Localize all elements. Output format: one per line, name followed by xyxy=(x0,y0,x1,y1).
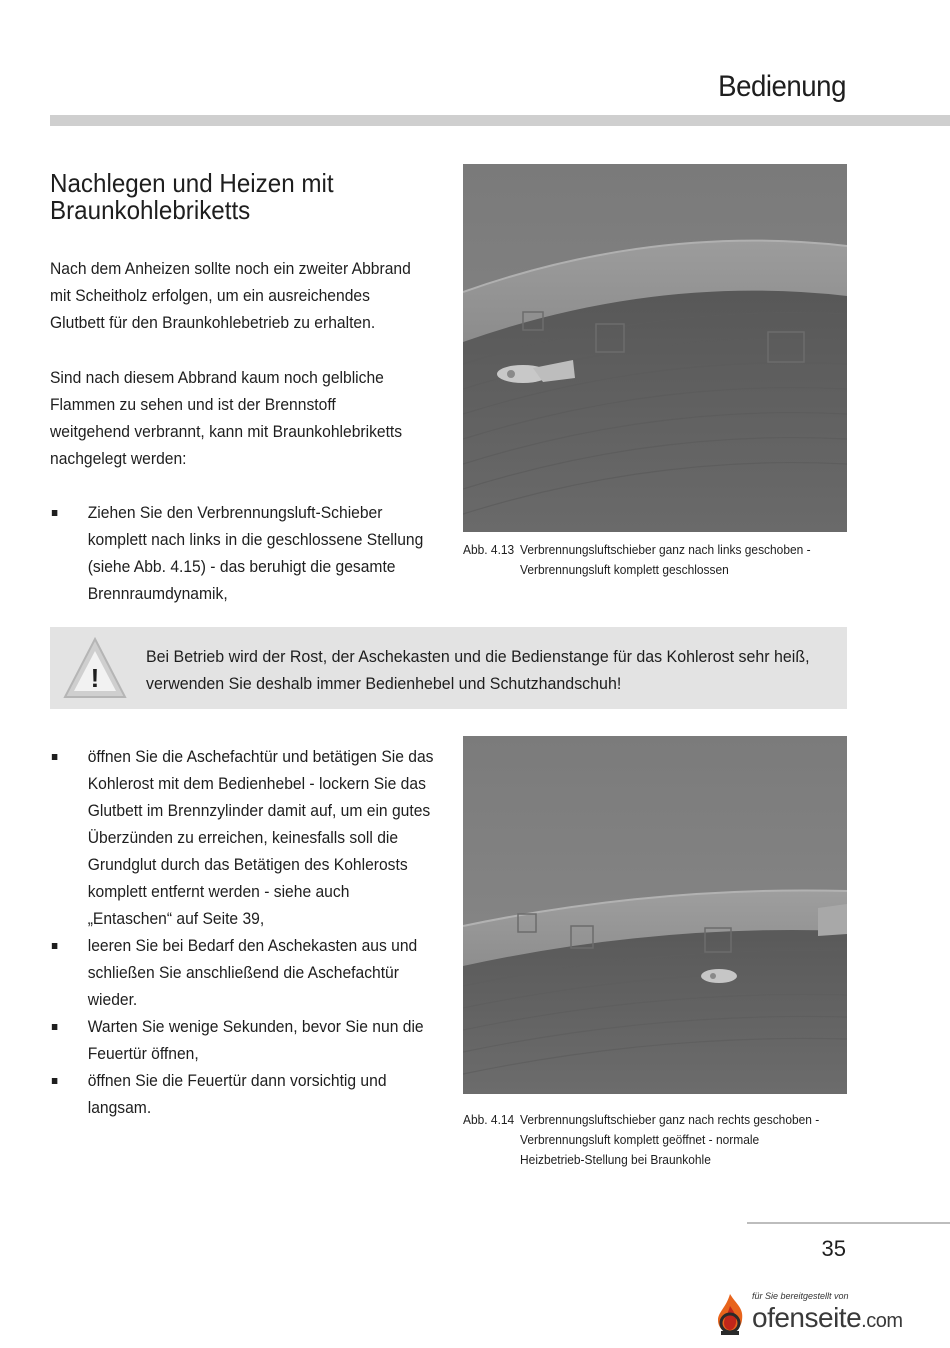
bullet-marker xyxy=(52,510,58,516)
caption-line: Verbrennungsluft komplett geöffnet - normale xyxy=(520,1132,760,1147)
caption-line: Verbrennungsluft komplett geschlossen xyxy=(520,562,729,577)
bullet-marker xyxy=(52,1024,58,1030)
flame-logo-icon xyxy=(712,1292,748,1336)
intro-paragraph-1: Nach dem Anheizen sollte noch ein zweiter Abbrand mit Scheitholz erfolgen, um ein ausreichendes Glutbett für den Braunkohlebetrieb zu erhalten. xyxy=(50,259,411,332)
list-item-text: Ziehen Sie den Verbrennungsluft-Schieber komplett nach links in die geschlossene Stellung (siehe Abb. 4.15) - das beruhigt die gesamte Brennraumdynamik, xyxy=(87,503,424,603)
stove-photo-slider-open xyxy=(463,736,847,1094)
brand-logo[interactable] xyxy=(712,1290,942,1340)
bullet-list-first xyxy=(50,499,436,607)
figure-number: Abb. 4.14 xyxy=(463,1112,515,1127)
header-bar xyxy=(50,115,950,126)
caption-line: Heizbetrieb-Stellung bei Braunkohle xyxy=(520,1152,711,1167)
bullet-marker xyxy=(52,754,58,760)
list-item-text: leeren Sie bei Bedarf den Aschekasten aus und schließen Sie anschließend die Aschefachtür wieder. xyxy=(87,936,418,1009)
figure-caption-1 xyxy=(463,540,831,580)
bullet-list-second xyxy=(50,743,436,1121)
list-item xyxy=(50,499,436,607)
bullet-marker xyxy=(52,943,58,949)
list-item-text: Warten Sie wenige Sekunden, bevor Sie nun die Feuertür öffnen, xyxy=(87,1017,424,1063)
list-item xyxy=(50,932,436,1013)
page-number: 35 xyxy=(821,1236,846,1261)
figure-number: Abb. 4.13 xyxy=(463,542,515,557)
bullet-marker xyxy=(52,1078,58,1084)
intro-paragraph-2: Sind nach diesem Abbrand kaum noch gelbliche Flammen zu sehen und ist der Brennstoff weitgehend verbrannt, kann mit Braunkohlebriketts nachgelegt werden: xyxy=(50,368,403,468)
list-item-text: öffnen Sie die Feuertür dann vorsichtig und langsam. xyxy=(87,1071,387,1117)
caption-line: Verbrennungsluftschieber ganz nach links geschoben - xyxy=(520,542,811,557)
warning-triangle-icon xyxy=(62,635,128,701)
list-item xyxy=(50,743,436,932)
caption-line: Verbrennungsluftschieber ganz nach rechts geschoben - xyxy=(520,1112,820,1127)
stove-photo-slider-closed xyxy=(463,164,847,532)
page-heading xyxy=(50,170,422,224)
list-item xyxy=(50,1067,436,1121)
brand-wordmark xyxy=(752,1302,902,1334)
figure-caption-2 xyxy=(463,1110,831,1170)
warning-symbol: ! xyxy=(90,663,100,693)
brand-tld: .com xyxy=(861,1310,903,1332)
list-item xyxy=(50,1013,436,1067)
warning-text: Bei Betrieb wird der Rost, der Aschekasten und die Bedienstange für das Kohlerost sehr heiß, verwenden Sie deshalb immer Bedienhebel und Schutzhandschuh! xyxy=(146,647,810,693)
figure-photo-1 xyxy=(463,164,847,532)
brand-name: ofenseite xyxy=(752,1302,862,1333)
heading-line-2: Braunkohlebriketts xyxy=(50,195,251,225)
brand-tagline: für Sie bereitgestellt von xyxy=(752,1291,849,1301)
section-title: Bedienung xyxy=(718,70,846,103)
list-item-text: öffnen Sie die Aschefachtür und betätigen Sie das Kohlerost mit dem Bedienhebel - lockern Sie das Glutbett im Brennzylinder damit auf, um ein gutes Überzünden zu erreichen, keinesfalls soll die Grundglut durch das Betätigen des Kohlerosts komplett entfernt werden - siehe auch „Entaschen“ auf Seite 39, xyxy=(87,747,434,928)
figure-photo-2 xyxy=(463,736,847,1094)
warning-box xyxy=(50,627,847,709)
footer-line xyxy=(747,1222,950,1224)
heading-line-1: Nachlegen und Heizen mit xyxy=(50,168,334,198)
